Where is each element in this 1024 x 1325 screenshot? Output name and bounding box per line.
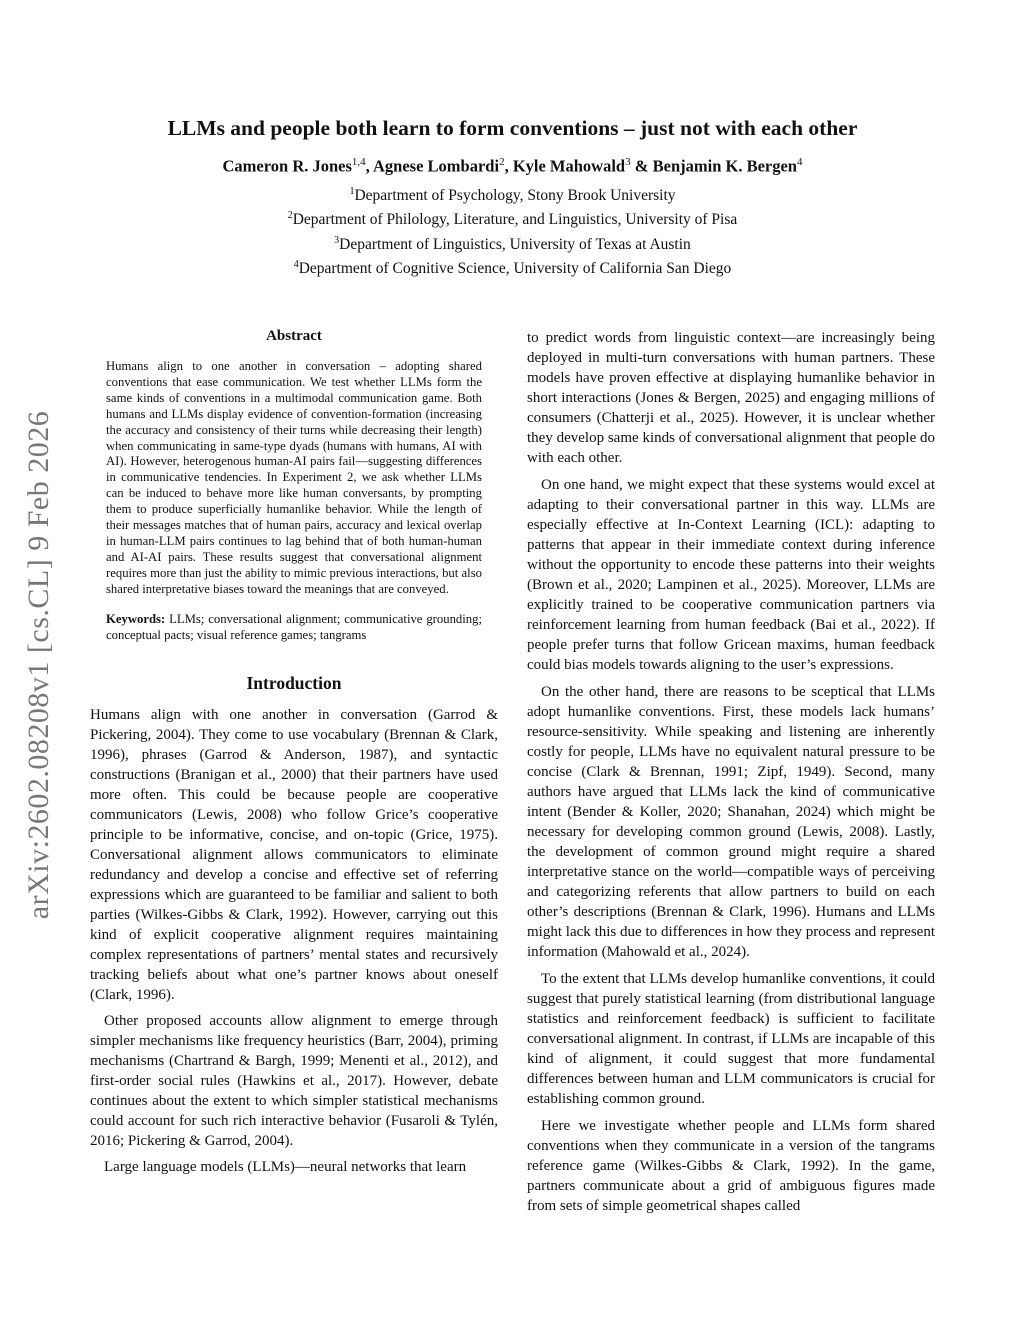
body-paragraph: To the extent that LLMs develop humanlike conventions, it could suggest that purely statistical learning (from distributional language statistics and reinforcement feedback) is sufficient to facilitate conversational alignment. In contrast, if LLMs are incapable of this kind of alignment, it could suggest that more fundamental differences between human and LLM communicators is crucial for establishing common ground. (527, 971, 935, 1107)
affiliation-mark: 4 (293, 258, 299, 270)
body-paragraph: On the other hand, there are reasons to be sceptical that LLMs adopt humanlike conventions. First, these models lack humans’ resource-sensitivity. While speaking and listening are inherently costly for people, LLMs have no equivalent natural pressure to be concise (Clark & Brennan, 1991; Zipf, 1949). Second, many authors have argued that LLMs lack the kind of communicative intent (Bender & Koller, 2020; Shanahan, 2024) which might be necessary for developing common ground (Lewis, 2008). Lastly, the development of common ground might require a shared interpretative stance on the world—compatible ways of perceiving and categorizing referents that allow partners to build on each other’s descriptions (Brennan & Clark, 1996). Humans and LLMs might lack this due to differences in how they process and represent information (Mahowald et al., 2024). (527, 684, 935, 960)
affiliation-mark: 3 (334, 234, 340, 246)
author-separator: , (504, 156, 513, 176)
body-paragraph: Here we investigate whether people and LLMs form shared conventions when they communicate in a version of the tangrams reference game (Wilkes-Gibbs & Clark, 1992). In the game, partners communicate about a grid of ambiguous figures made from sets of simple geometrical shapes called (527, 1118, 935, 1214)
arxiv-sidebar-stamp (14, 380, 64, 950)
affiliation-mark: 1 (349, 186, 355, 198)
affiliation-text: Department of Linguistics, University of Texas at Austin (339, 235, 691, 253)
author-name: Kyle Mahowald (512, 156, 626, 176)
body-paragraph: to predict words from linguistic context—are increasingly being deployed in multi-turn conversations with human partners. These models have proven effective at displaying humanlike behavior in short interactions (Jones & Bergen, 2025) and engaging millions of consumers (Chatterji et al., 2025). However, it is unclear whether they develop same kinds of conversational alignment that people do with each other. (527, 330, 935, 466)
abstract-text: Humans align to one another in conversation – adopting shared conventions that ease communication. We test whether LLMs form the same kinds of conventions in a multimodal communication game. Both humans and LLMs display evidence of convention-formation (increasing the accuracy and consistency of their turns while decreasing their length) when communicating in same-type dyads (humans with humans, AI with AI). However, heterogenous human-AI pairs fail—suggesting differences in communicative tendencies. In Experiment 2, we ask whether LLMs can be induced to behave more like human conversants, by prompting them to produce superficially humanlike behavior. While the length of their messages matches that of human pairs, accuracy and lexical overlap in human-LLM pairs continues to lag behind that of both human-human and AI-AI pairs. These results suggest that conversational alignment requires more than just the ability to mimic previous interactions, but also shared interpretative biases toward the meanings that are conveyed. (106, 359, 482, 596)
affiliation-line (90, 182, 935, 206)
abstract-heading: Abstract (266, 328, 322, 344)
affiliation-line (90, 206, 935, 230)
body-paragraph: Other proposed accounts allow alignment to emerge through simpler mechanisms like frequency heuristics (Barr, 2004), priming mechanisms (Chartrand & Bargh, 1999; Menenti et al., 2012), and first-order social rules (Hawkins et al., 2017). However, debate continues about the extent to which simpler statistical mechanisms could account for such rich interactive behavior (Fusaroli & Tylén, 2016; Pickering & Garrod, 2004). (90, 1013, 498, 1150)
affiliation-line (90, 231, 935, 255)
author-separator: , (365, 156, 374, 176)
author-name: Benjamin K. Bergen (652, 156, 797, 176)
arxiv-identifier: arXiv:2602.08208v1 [cs.CL] 9 Feb 2026 (22, 410, 55, 920)
author-name: Agnese Lombardi (373, 156, 500, 176)
author-affil-mark: 3 (625, 155, 631, 168)
right-column (527, 328, 935, 1223)
affiliation-text: Department of Cognitive Science, University of California San Diego (298, 259, 732, 277)
author-affil-mark: 1,4 (351, 155, 366, 168)
body-paragraph: Humans align with one another in conversation (Garrod & Pickering, 2004). They come to use vocabulary (Brennan & Clark, 1996), phrases (Garrod & Anderson, 1987), and syntactic constructions (Branigan et al., 2000) that their partners have used more often. This could be because people are cooperative communicators (Lewis, 2008) who follow Grice’s cooperative principle to be informative, concise, and on-topic (Grice, 1975). Conversational alignment allows communicators to eliminate redundancy and develop a concise and effective set of referring expressions which are guaranteed to be familiar and salient to both parties (Wilkes-Gibbs & Clark, 1992). However, carrying out this kind of explicit cooperative alignment requires maintaining complex representations of partners’ mental states and recursively tracking beliefs about what one’s partner knows about oneself (Clark, 1996). (90, 707, 498, 1004)
author-separator: & (630, 156, 653, 176)
paper-header (90, 116, 935, 279)
affiliation-mark: 2 (287, 210, 293, 222)
abstract-block (90, 359, 498, 643)
body-paragraph: Large language models (LLMs)—neural networks that learn (104, 1159, 467, 1176)
paper-title: LLMs and people both learn to form conventions – just not with each other (167, 116, 858, 140)
author-affil-mark: 2 (499, 155, 505, 168)
keywords-text: LLMs; conversational alignment; communicative grounding; conceptual pacts; visual reference games; tangrams (106, 611, 483, 642)
keywords-label: Keywords: (106, 611, 166, 626)
author-name: Cameron R. Jones (222, 156, 352, 176)
body-paragraph: On one hand, we might expect that these systems would excel at adapting to their conversational partner in this way. LLMs are especially effective at In-Context Learning (ICL): adapting to patterns that appear in their immediate context during inference without the opportunity to encode these patterns into their weights (Brown et al., 2020; Lampinen et al., 2025). Moreover, LLMs are explicitly trained to be cooperative communication partners via reinforcement learning from human feedback (Bai et al., 2022). If people prefer turns that follow Gricean maxims, human feedback could bias models towards aligning to the user’s expressions. (527, 477, 935, 673)
left-column (90, 328, 498, 1183)
affiliation-text: Department of Philology, Literature, and Linguistics, University of Pisa (292, 211, 738, 229)
author-list (90, 156, 935, 177)
affiliation-line (90, 255, 935, 279)
introduction-heading: Introduction (246, 673, 342, 694)
author-affil-mark: 4 (796, 155, 803, 168)
keywords-line (106, 612, 482, 644)
affiliation-text: Department of Psychology, Stony Brook University (354, 187, 676, 205)
